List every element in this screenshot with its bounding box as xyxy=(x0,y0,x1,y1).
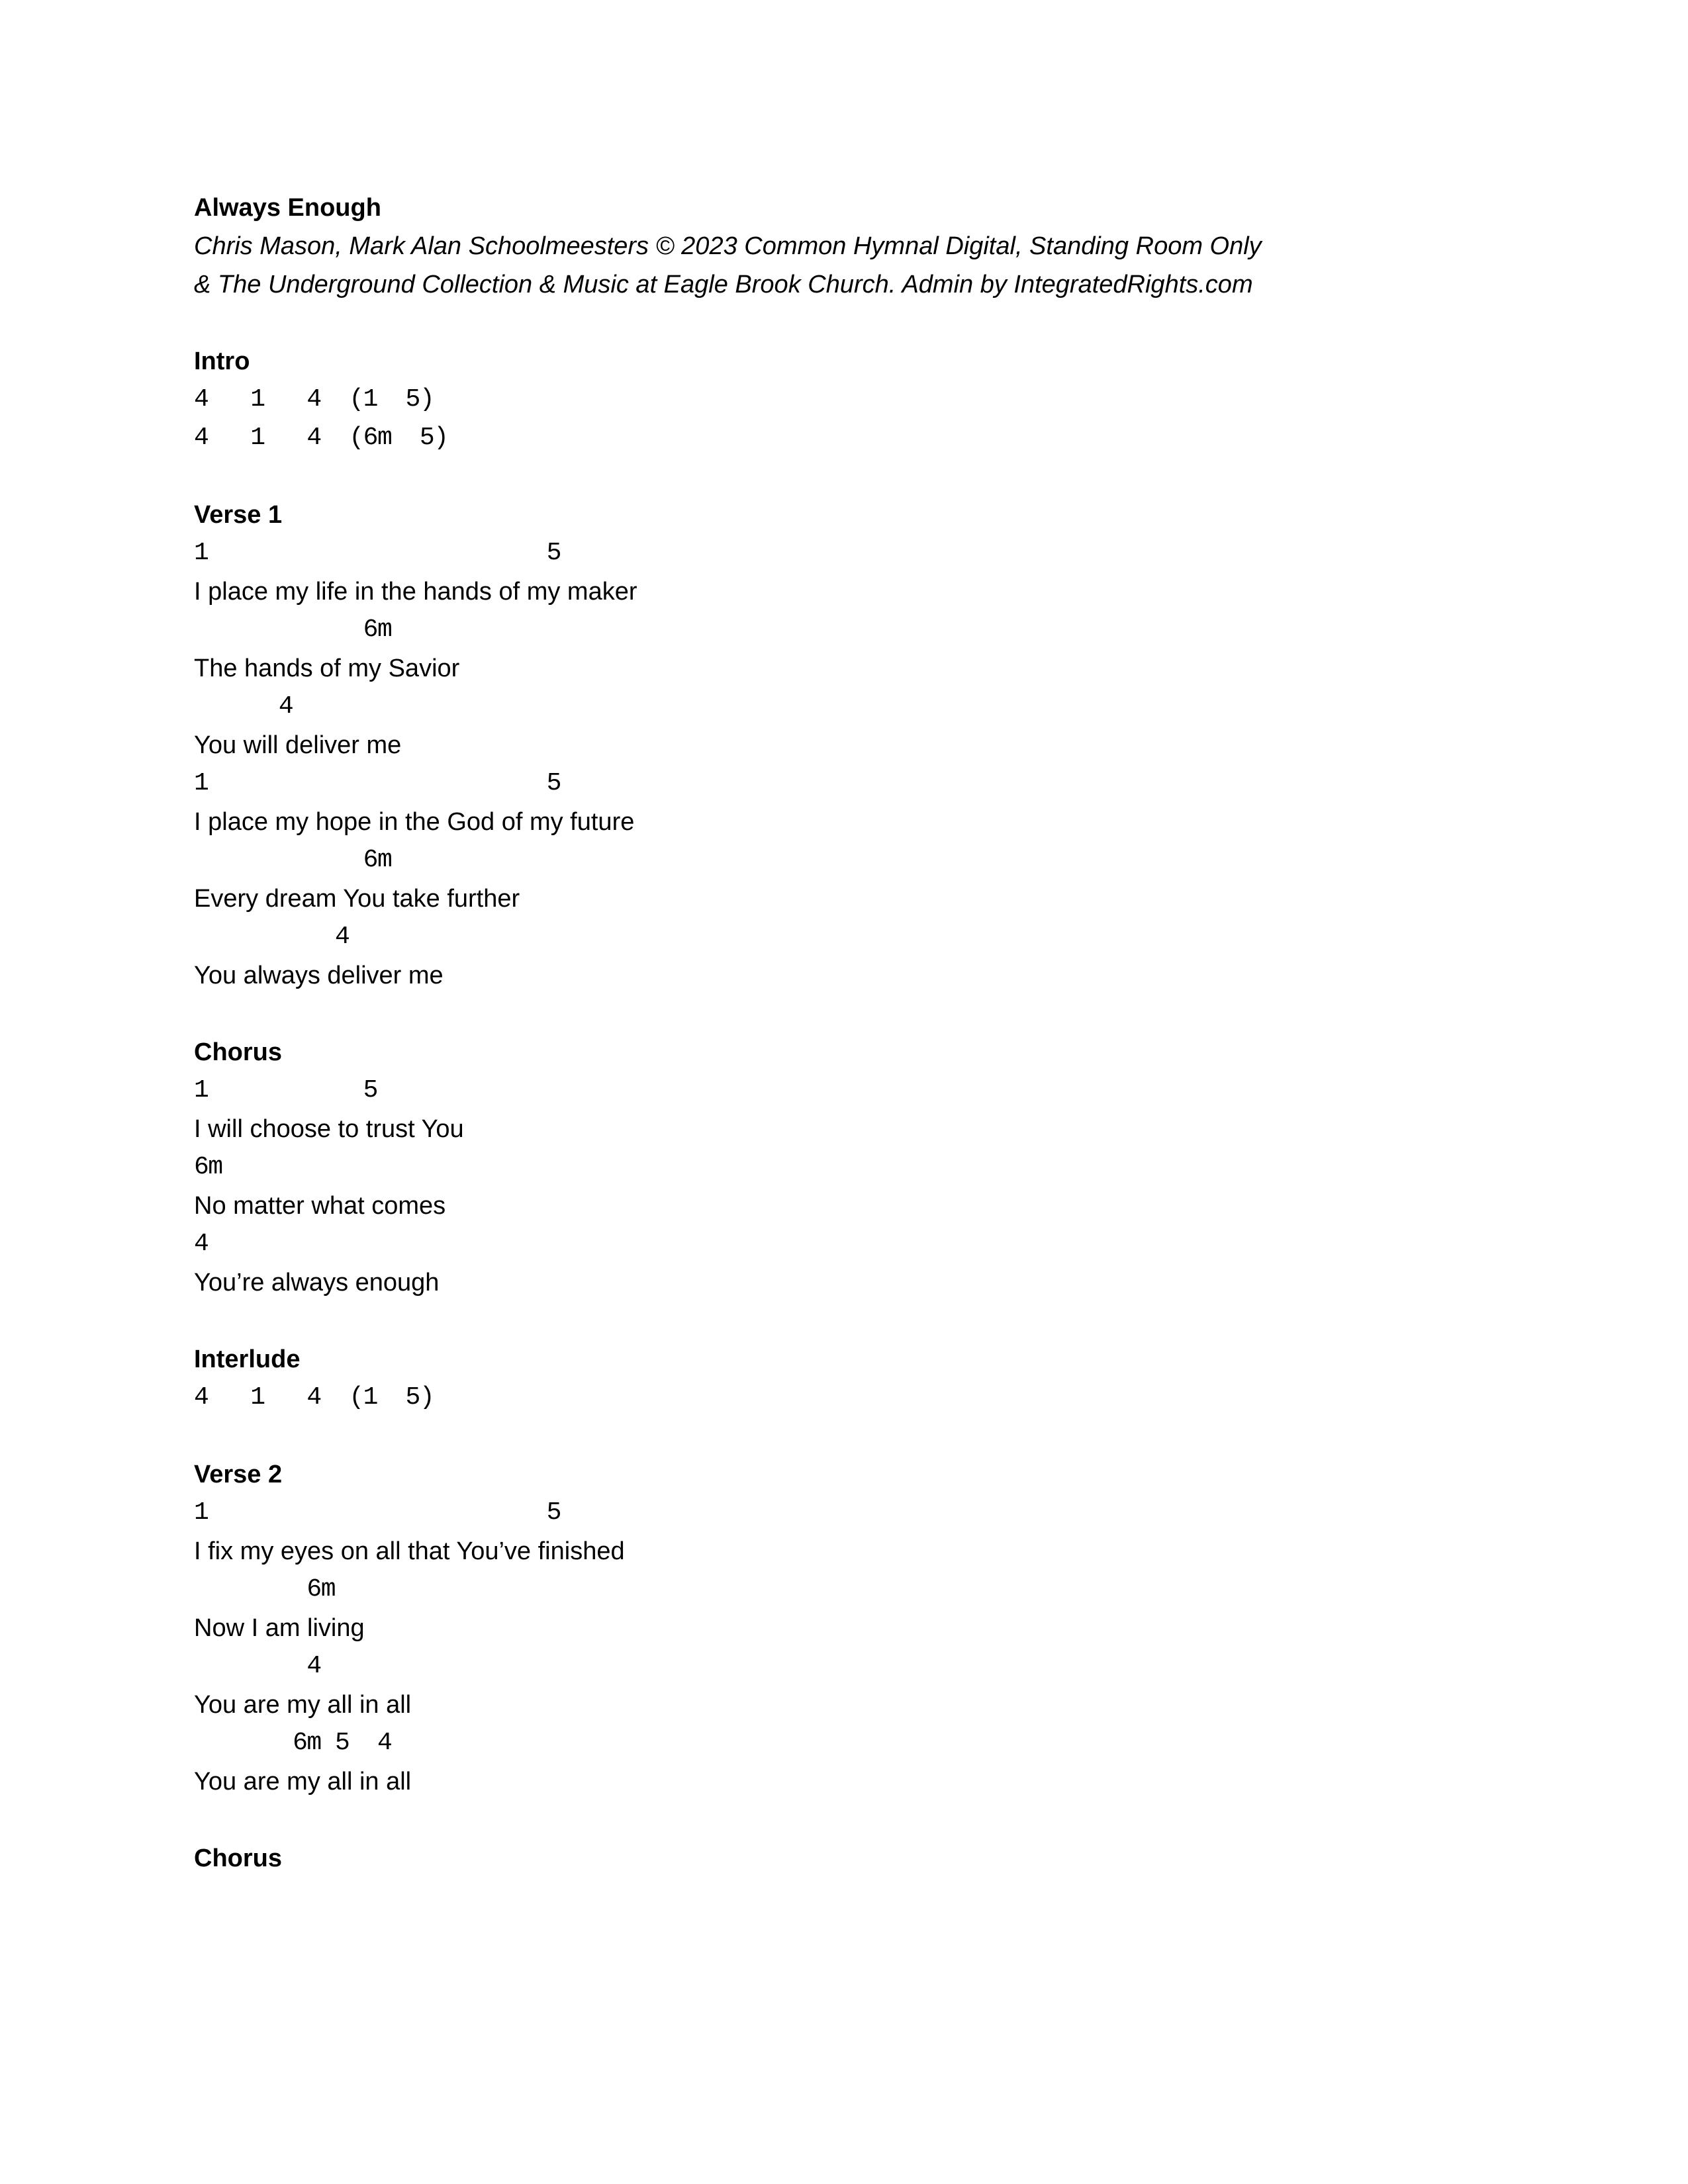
chord-progression-line: 4 1 4 (1 5) xyxy=(194,1383,434,1412)
chord-line: 1 5 xyxy=(194,1498,561,1527)
chord-line: 4 xyxy=(194,1652,321,1680)
section-intro xyxy=(194,342,1505,457)
lyric-line: I place my life in the hands of my maker xyxy=(194,578,637,606)
chord-line: 6m 5 4 xyxy=(194,1729,392,1757)
section-heading: Chorus xyxy=(194,1038,282,1066)
chord-line: 6m xyxy=(194,615,392,644)
sections-container xyxy=(194,304,1505,1878)
credits-line-1: Chris Mason, Mark Alan Schoolmeesters © 2023 Common Hymnal Digital, Standing Room Only xyxy=(194,232,1262,260)
chord-line: 4 xyxy=(194,1230,209,1258)
section-spacer xyxy=(194,304,1505,342)
lyric-line: You’re always enough xyxy=(194,1269,440,1297)
lyric-line: I place my hope in the God of my future xyxy=(194,808,635,836)
chord-progression-line: 4 1 4 (6m 5) xyxy=(194,424,448,452)
lyric-line: Every dream You take further xyxy=(194,885,520,913)
section-heading: Chorus xyxy=(194,1844,282,1872)
section-spacer xyxy=(194,1801,1505,1839)
lyric-line: You always deliver me xyxy=(194,962,444,989)
chord-progression-line: 4 1 4 (1 5) xyxy=(194,385,434,414)
section-chorus xyxy=(194,1033,1505,1302)
chord-line: 6m xyxy=(194,846,392,874)
lyric-line: The hands of my Savior xyxy=(194,655,460,682)
chord-line: 1 5 xyxy=(194,1076,377,1105)
section-verse-1 xyxy=(194,496,1505,995)
lyric-line: I will choose to trust You xyxy=(194,1115,464,1143)
section-heading: Verse 1 xyxy=(194,501,283,529)
section-spacer xyxy=(194,457,1505,496)
credits-line-2: & The Underground Collection & Music at Eagle Brook Church. Admin by IntegratedRights.com xyxy=(194,271,1253,298)
chord-line: 6m xyxy=(194,1575,336,1604)
lyric-line: You will deliver me xyxy=(194,731,402,759)
section-spacer xyxy=(194,1302,1505,1340)
lyric-line: You are my all in all xyxy=(194,1691,412,1719)
song-title: Always Enough xyxy=(194,194,381,222)
section-verse-2 xyxy=(194,1455,1505,1801)
lyric-line: Now I am living xyxy=(194,1614,365,1642)
lyric-line: You are my all in all xyxy=(194,1768,412,1796)
chord-line: 1 5 xyxy=(194,539,561,567)
section-spacer xyxy=(194,995,1505,1033)
chord-line: 1 5 xyxy=(194,769,561,797)
section-heading: Intro xyxy=(194,347,250,375)
chord-line: 4 xyxy=(194,692,293,721)
chord-line: 6m xyxy=(194,1153,222,1181)
section-heading: Interlude xyxy=(194,1345,301,1373)
chord-line: 4 xyxy=(194,923,350,951)
section-chorus xyxy=(194,1839,1505,1878)
section-interlude xyxy=(194,1340,1505,1417)
document-content xyxy=(194,189,1505,1878)
lyric-line: No matter what comes xyxy=(194,1192,446,1220)
section-heading: Verse 2 xyxy=(194,1461,283,1488)
section-spacer xyxy=(194,1417,1505,1455)
lyric-line: I fix my eyes on all that You’ve finished xyxy=(194,1537,625,1565)
